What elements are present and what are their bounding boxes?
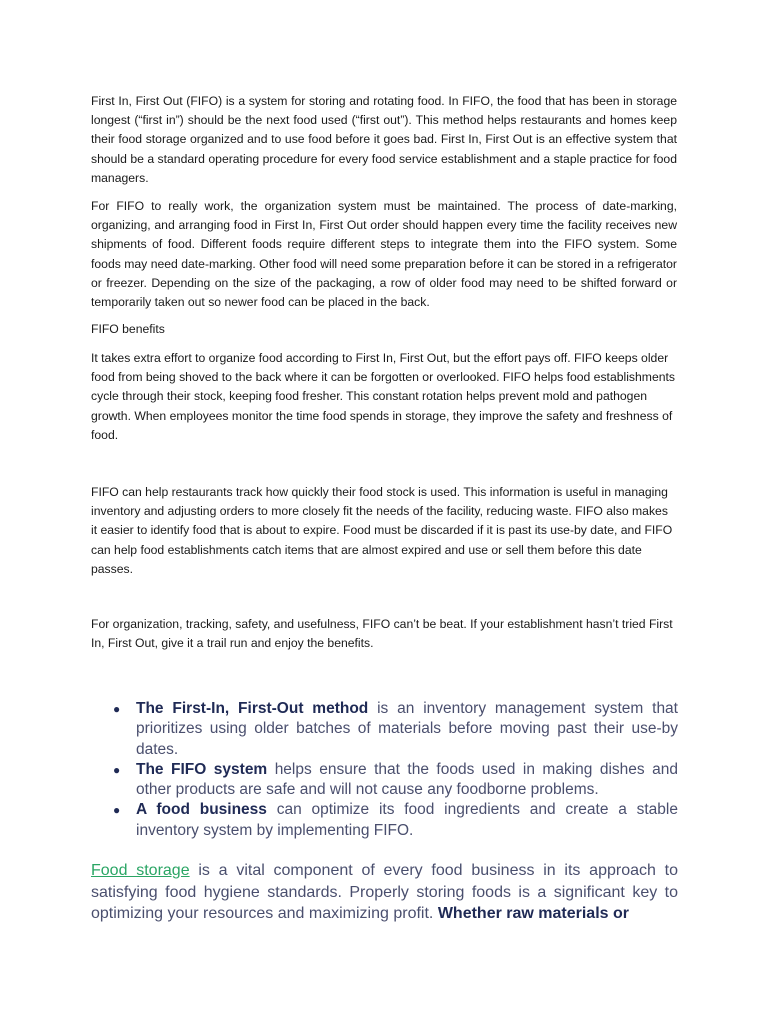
bullet-icon: ● (113, 702, 121, 716)
food-storage-bold-text: Whether raw materials or (437, 905, 629, 922)
bullet-item (110, 760, 678, 801)
benefits-paragraph: It takes extra effort to organize food according to First In, First Out, but the effort pays off. FIFO keeps older food from being shoved to the back where it can be forgotten or overlooked. FIFO helps food establishments cycle through their stock, keeping food fresher. This constant rotation helps prevent mold and pathogen growth. When employees monitor the time food spends in storage, they improve the safety and freshness of food. (91, 351, 675, 442)
bullet-text: can optimize its food ingredients and create a stable inventory system by implementing FIFO. (136, 801, 678, 839)
bullet-item (110, 699, 678, 760)
food-storage-link[interactable]: Food storage (91, 862, 190, 879)
conclusion-paragraph: For organization, tracking, safety, and usefulness, FIFO can’t be beat. If your establishment hasn’t tried First In, First Out, give it a trail run and enjoy the benefits. (91, 617, 673, 651)
intro-paragraph: First In, First Out (FIFO) is a system for storing and rotating food. In FIFO, the food that has been in storage longest (“first in”) should be the next food used (“first out”). This method helps restaurants and homes keep their food storage organized and to use food before it goes bad. First In, First Out is an effective system that should be a standard operating procedure for every food service establishment and a staple practice for food managers. (91, 94, 677, 185)
food-storage-paragraph (91, 860, 678, 925)
section-heading: FIFO benefits (91, 322, 165, 336)
maintenance-paragraph: For FIFO to really work, the organization system must be maintained. The process of date-marking, organizing, and arranging food in First In, First Out order should happen every time the facility receives new shipments of food. Different foods require different steps to integrate them into the FIFO system. Some foods may need date-marking. Other food will need some preparation before it can be stored in a refrigerator or freezer. Depending on the size of the packaging, a row of older food may need to be shifted forward or temporarily taken out so newer food can be placed in the back. (91, 199, 677, 310)
summary-bullet-list (110, 699, 678, 841)
bullet-icon: ● (113, 762, 121, 777)
bullet-bold-lead: The First-In, First-Out method (136, 700, 369, 717)
bullet-icon: ● (113, 803, 121, 818)
bullet-text: is an inventory management system that prioritizes using older batches of materials before moving past their use-by dates. (136, 700, 678, 758)
bullet-bold-lead: The FIFO system (136, 760, 268, 778)
bullet-bold-lead: A food business (136, 801, 267, 819)
tracking-paragraph: FIFO can help restaurants track how quickly their food stock is used. This information is useful in managing inventory and adjusting orders to more closely fit the needs of the facility, reducing waste. FIFO also makes it easier to identify food that is about to expire. Food must be discarded if it is past its use-by date, and FIFO can help food establishments catch items that are almost expired and use or sell them before this date passes. (91, 485, 673, 576)
food-storage-text: is a vital component of every food business in its approach to satisfying food hygiene standards. Properly storing foods is a significant key to optimizing your resources and maximizing profit. (91, 862, 679, 922)
bullet-item (110, 800, 678, 841)
bullet-text: helps ensure that the foods used in making dishes and other products are safe and will not cause any foodborne problems. (136, 760, 678, 799)
